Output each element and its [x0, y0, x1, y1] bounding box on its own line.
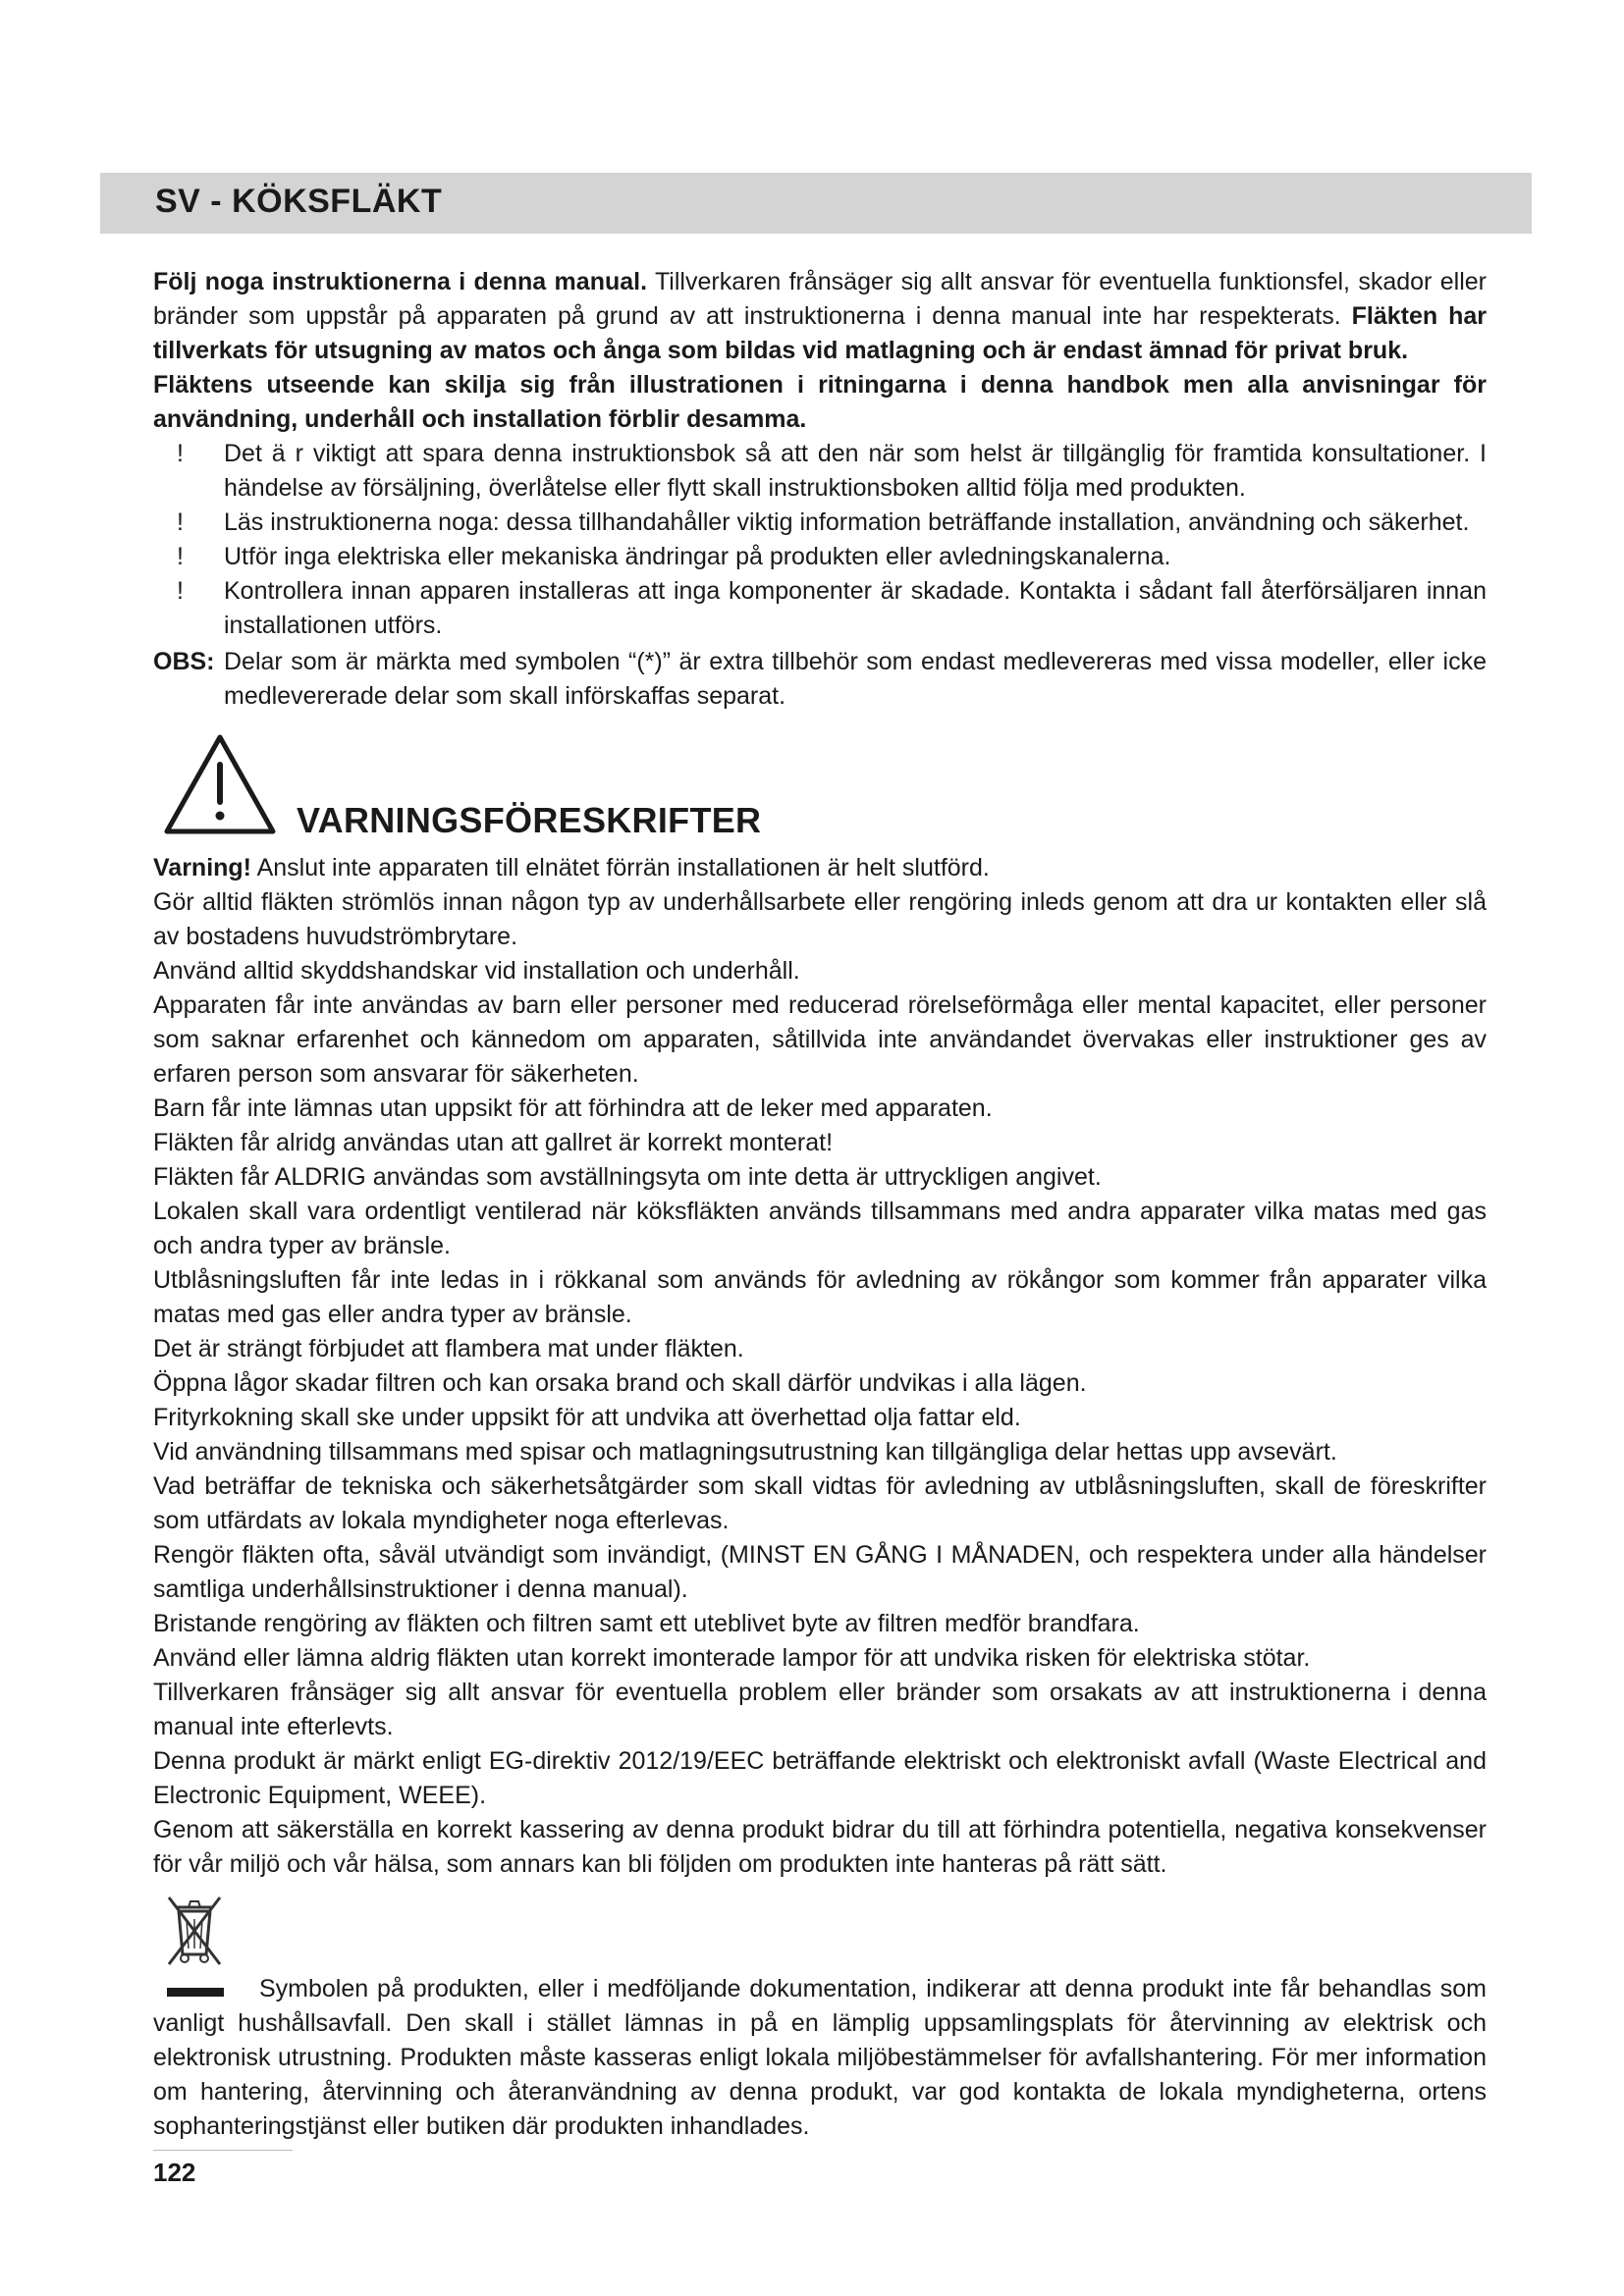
warning-paragraph: Rengör fläkten ofta, såväl utvändigt som invändigt, (MINST EN GÅNG I MÅNADEN, och respektera under alla händelser samtliga underhållsinstruktioner i denna manual).	[153, 1541, 1487, 1603]
exclamation-icon: !	[177, 543, 184, 570]
warning-title: VARNINGSFÖRESKRIFTER	[297, 800, 762, 840]
warning-paragraph: Bristande rengöring av fläkten och filtren samt ett uteblivet byte av filtren medför brandfara.	[153, 1610, 1140, 1637]
warning-paragraph: Vad beträffar de tekniska och säkerhetsåtgärder som skall vidtas för avledning av utblåsningsluften, skall de föreskrifter som utfärdats av lokala myndigheter noga efterlevas.	[153, 1472, 1487, 1534]
warning-paragraph: Tillverkaren frånsäger sig allt ansvar för eventuella problem eller bränder som orsakats av att instruktionerna i denna manual inte efterlevts.	[153, 1679, 1487, 1740]
warning-paragraph: Det är strängt förbjudet att flambera mat under fläkten.	[153, 1335, 744, 1362]
warning-paragraph: Använd eller lämna aldrig fläkten utan korrekt imonterade lampor för att undvika risken för elektriska stötar.	[153, 1644, 1311, 1672]
notice-text: Läs instruktionerna noga: dessa tillhandahåller viktig information beträffande installation, användning och säkerhet.	[224, 508, 1470, 536]
warning-paragraph: Fläkten får alridg användas utan att gallret är korrekt monterat!	[153, 1129, 834, 1156]
exclamation-icon: !	[177, 577, 184, 605]
notice-item	[153, 437, 1487, 506]
footer-rule	[153, 2150, 293, 2151]
crossed-out-wheelie-bin-icon	[163, 1890, 226, 1968]
warning-paragraph: Genom att säkerställa en korrekt kassering av denna produkt bidrar du till att förhindra potentiella, negativa konsekvenser för vår miljö och vår hälsa, som annars kan bli följden om produkten inte hanteras på rätt sätt.	[153, 1816, 1487, 1878]
intro-text: Tillverkaren frånsäger sig allt ansvar för eventuella funktionsfel, skador eller bränder som uppstår på apparaten på grund av att instruktionerna i denna manual inte har respekterats.	[153, 268, 1487, 330]
intro-bold-purpose: Fläkten har tillverkats för utsugning av matos och ånga som bildas vid matlagning och är endast ämnad för privat bruk.	[153, 302, 1488, 364]
warning-first-text: Anslut inte apparaten till elnätet förrän installationen är helt slutförd.	[251, 854, 990, 881]
warning-first-paragraph	[153, 851, 1487, 885]
warning-paragraph: Lokalen skall vara ordentligt ventilerad när köksfläkten används tillsammans med andra apparater vilka matas med gas och andra typer av bränsle.	[153, 1198, 1487, 1259]
warning-triangle-icon	[161, 731, 279, 839]
exclamation-icon: !	[177, 440, 184, 467]
obs-text: Delar som är märkta med symbolen “(*)” är extra tillbehör som endast medlevereras med vissa modeller, eller icke medlevererade delar som skall införskaffas separat.	[224, 648, 1487, 710]
warning-paragraph: Utblåsningsluften får inte ledas in i rökkanal som används för avledning av rökångor som kommer från apparater vilka matas med gas eller andra typer av bränsle.	[153, 1266, 1487, 1328]
weee-symbol-block	[153, 1890, 1487, 1972]
warning-paragraph: Apparaten får inte användas av barn eller personer med reducerad rörelseförmåga eller mental kapacitet, eller personer som saknar erfarenhet och kännedom om apparaten, såtillvida inte användandet övervakas eller instruktioner ges av erfaren person som ansvarar för säkerheten.	[153, 991, 1487, 1088]
weee-symbol-text: Symbolen på produkten, eller i medföljande dokumentation, indikerar att denna produkt inte får behandlas som vanligt hushållsavfall. Den skall i stället lämnas in på en lämplig uppsamlingsplats för återvinning av elektrisk och elektronisk utrustning. Produkten måste kasseras enligt lokala miljöbestämmelser för avfallshantering. För mer information om hantering, återvinning och återanvändning av denna produkt, var god kontakta de lokala myndigheterna, ortens sophanteringstjänst eller butiken där produkten inhandlades.	[153, 1975, 1487, 2140]
manual-content	[153, 265, 1487, 2144]
notice-item	[153, 574, 1487, 643]
section-title: SV - KÖKSFLÄKT	[155, 183, 443, 220]
notice-item	[153, 506, 1487, 540]
notice-text: Utför inga elektriska eller mekaniska ändringar på produkten eller avledningskanalerna.	[224, 543, 1171, 570]
section-header-band	[100, 173, 1532, 234]
intro-bold-lead: Följ noga instruktionerna i denna manual.	[153, 268, 648, 295]
warning-paragraph: Öppna lågor skadar filtren och kan orsaka brand och skall därför undvikas i alla lägen.	[153, 1369, 1087, 1397]
page-number: 122	[153, 2158, 196, 2187]
warning-paragraph: Fläkten får ALDRIG användas som avställningsyta om inte detta är uttryckligen angivet.	[153, 1163, 1102, 1191]
notice-item	[153, 540, 1487, 574]
notice-text: Det ä r viktigt att spara denna instruktionsbok så att den när som helst är tillgänglig för framtida konsultationer. I händelse av försäljning, överlåtelse eller flytt skall instruktionsboken alltid följa med produkten.	[224, 440, 1487, 502]
weee-bar-symbol	[167, 1988, 224, 1997]
exclamation-icon: !	[177, 508, 184, 536]
warning-paragraph: Barn får inte lämnas utan uppsikt för att förhindra att de leker med apparaten.	[153, 1095, 993, 1122]
notice-text: Kontrollera innan apparen installeras att inga komponenter är skadade. Kontakta i sådant fall återförsäljaren innan installationen utförs.	[224, 577, 1487, 639]
warning-heading	[153, 731, 1487, 851]
warning-paragraph: Denna produkt är märkt enligt EG-direktiv 2012/19/EEC beträffande elektriskt och elektroniskt avfall (Waste Electrical and Electronic Equipment, WEEE).	[153, 1747, 1487, 1809]
notice-list	[153, 437, 1487, 643]
warning-paragraph: Frityrkokning skall ske under uppsikt för att undvika att överhettad olja fattar eld.	[153, 1404, 1021, 1431]
obs-label: OBS:	[153, 648, 215, 675]
obs-note	[153, 645, 1487, 714]
intro-appearance-note: Fläktens utseende kan skilja sig från illustrationen i ritningarna i denna handbok men alla anvisningar för användning, underhåll och installation förblir desamma.	[153, 371, 1487, 433]
warning-label: Varning!	[153, 854, 252, 881]
warning-paragraph: Vid användning tillsammans med spisar och matlagningsutrustning kan tillgängliga delar hettas upp avsevärt.	[153, 1438, 1337, 1466]
warning-paragraph: Använd alltid skyddshandskar vid installation och underhåll.	[153, 957, 800, 985]
intro-paragraph	[153, 265, 1487, 368]
warning-paragraph: Gör alltid fläkten strömlös innan någon typ av underhållsarbete eller rengöring inleds genom att dra ur kontakten eller slå av bostadens huvudströmbrytare.	[153, 888, 1487, 950]
